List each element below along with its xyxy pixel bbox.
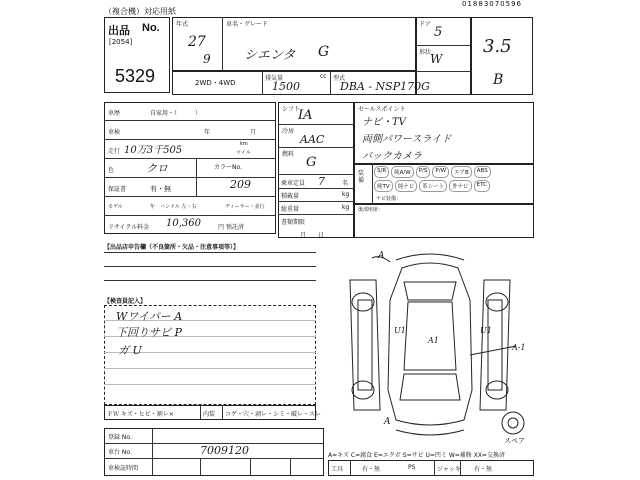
- inspector-line-2: 下回りサビ P: [116, 326, 182, 339]
- year-label: 年式: [176, 21, 189, 28]
- capacity-label: 乗車定員: [281, 180, 306, 187]
- diagram-mark-u1: U1: [394, 326, 406, 335]
- inspector-label: 【検査員記入】: [104, 298, 147, 305]
- lot-small-code: [2054]: [109, 38, 133, 46]
- diagram-mark-u1b: U1: [480, 326, 492, 335]
- doors-label: ドア: [419, 21, 431, 28]
- car-rear-window: [400, 374, 460, 400]
- grade-value: G: [318, 44, 330, 60]
- displacement-value: 1500: [272, 80, 300, 93]
- inspector-line-3: ガ U: [118, 344, 142, 357]
- color-no-value: 209: [230, 178, 251, 191]
- displacement-unit: cc: [320, 73, 327, 80]
- reg-day-label: 月 日: [300, 232, 325, 239]
- lot-number: 5329: [115, 66, 156, 86]
- car-windshield: [404, 282, 456, 300]
- weight-label: 総重量: [281, 206, 300, 213]
- recycle-label: リサイクル料金: [108, 224, 150, 231]
- model-label: 型式: [333, 75, 346, 82]
- equipment-item-row2-4: ETC: [474, 180, 490, 192]
- equipment-item-row2-2: 革シート: [419, 180, 447, 192]
- tool-ps: PS: [408, 464, 416, 471]
- header-top-digits: 01883070596: [462, 0, 522, 8]
- lot-number-box: [104, 17, 170, 93]
- cert-label: 車検証時間: [108, 465, 139, 472]
- model-hdr-label: モデル: [108, 204, 123, 210]
- year-value: 27: [188, 34, 206, 50]
- header-title-fragment: （複合機）対応用紙: [104, 7, 176, 16]
- fw-label-2: コゲ・穴・剥レ・シミ・破レ・スレ: [225, 411, 322, 418]
- wheel-front-right: [486, 293, 508, 311]
- shaken-month-char: 月: [250, 129, 257, 136]
- fuel-label: 燃料: [282, 151, 295, 158]
- diagram-mark-bottom: A: [384, 417, 391, 427]
- backseat-label: 後部座席：: [358, 207, 384, 213]
- dealer-label: ディーラー・並行: [225, 204, 265, 210]
- equipment-item-row2-3: 外ナビ: [449, 180, 472, 192]
- lot-label-prefix: 出品: [108, 25, 130, 37]
- color-value: クロ: [146, 162, 168, 175]
- recycle-value: 10,360: [166, 218, 201, 229]
- reg-no-label: 登録 No.: [108, 434, 132, 441]
- score-value: 3.5: [483, 36, 512, 57]
- km-unit: km: [240, 141, 248, 147]
- lot-label-no: No.: [142, 22, 160, 34]
- drive-label: 2WD・4WD: [195, 79, 236, 87]
- equipment-row-2: [374, 180, 534, 192]
- spare-tire-icon: [502, 412, 524, 434]
- shape-value: W: [430, 52, 443, 66]
- equipment-item-row2-0: 純TV: [374, 180, 393, 192]
- history-label: 車歴: [108, 110, 121, 117]
- equipment-item-row1-5: ABS: [474, 166, 491, 178]
- selling-points-label: セールスポイント: [358, 106, 406, 113]
- capacity-value: 7: [318, 175, 325, 188]
- condition-label: 【出品店申告欄（不良箇所・欠品・注意事項等）】: [104, 244, 240, 251]
- diagram-mark-top: A: [378, 251, 385, 261]
- equipment-item-row1-0: S/R: [374, 166, 389, 178]
- reg-deadline-label: 書類期限: [281, 219, 306, 226]
- load-kg: kg: [342, 191, 350, 198]
- tool-value: 有・無: [362, 466, 381, 473]
- spare-label: スペア: [504, 437, 525, 445]
- recycle-yen: 円 預託済: [218, 224, 244, 231]
- displacement-label: 排気量: [265, 75, 284, 82]
- diagram-mark-a1: A1: [428, 336, 439, 345]
- shape-label: 形状: [419, 49, 432, 56]
- tool-label: 工具: [331, 466, 344, 473]
- selling-line-2: 両側パワースライド: [362, 134, 452, 145]
- name-label: 車名・グレード: [226, 21, 269, 28]
- navi-label: ナビ装備：: [376, 196, 402, 202]
- chassis-label: 車台 No.: [108, 449, 132, 456]
- inspector-line-1: Wワイパー A: [116, 310, 183, 323]
- equipment-item-row1-1: 純A/W: [391, 166, 414, 178]
- weight-kg: kg: [342, 204, 350, 211]
- history-options: 自家用・（ ）: [150, 110, 202, 117]
- shift-label: シフト: [282, 106, 301, 113]
- selling-line-1: ナビ・TV: [362, 117, 406, 128]
- ac-value: AAC: [300, 133, 325, 146]
- diagram-mark-right: A-1: [512, 343, 526, 352]
- shaken-label: 車検: [108, 129, 121, 136]
- equipment-item-row1-4: エアB: [451, 166, 472, 178]
- equipment-label: 装備: [358, 170, 365, 184]
- fw-label: ＦＷ キズ・ヒビ・割レ×: [107, 411, 174, 418]
- color-label: 色: [108, 167, 115, 174]
- name-value: シエンタ: [244, 48, 296, 63]
- damage-legend: A=キズ C=腐食 E=エクボ S=サビ U=凹ミ W=補修 XX=交換済: [328, 452, 505, 459]
- warranty-label: 保証書: [108, 186, 127, 193]
- mileage-label: 走行: [108, 148, 121, 155]
- jack-label: ジャッキ: [437, 466, 461, 473]
- fuel-value: G: [306, 155, 317, 170]
- ac-label: 冷房: [282, 128, 295, 135]
- shaken-year-char: 年: [204, 129, 211, 136]
- equipment-item-row1-2: P/S: [416, 166, 431, 178]
- warranty-value: 有・無: [150, 185, 171, 193]
- jack-value: 有・無: [474, 466, 493, 473]
- equipment-row-1: [374, 166, 534, 178]
- handle-label: 年 ハンドル 左・右: [150, 204, 197, 210]
- tool-jack-row: [328, 460, 534, 476]
- chassis-value: 7009120: [200, 444, 249, 457]
- month-value: 9: [203, 52, 211, 66]
- interior-value: B: [493, 72, 504, 88]
- mile-unit: マイル: [236, 150, 251, 156]
- capacity-unit: 名: [342, 180, 349, 187]
- selling-line-3: バックカメラ: [362, 151, 422, 162]
- doors-value: 5: [434, 25, 443, 40]
- wheel-front-left: [352, 293, 374, 311]
- mileage-value: 10万3千505: [124, 145, 183, 156]
- shift-value: IA: [298, 108, 313, 123]
- equipment-item-row2-1: 純ナビ: [395, 180, 418, 192]
- load-label: 積載量: [281, 193, 300, 200]
- equipment-item-row1-3: P/W: [432, 166, 449, 178]
- model-value: DBA - NSP170G: [340, 80, 430, 93]
- fw-interior: 内装: [203, 411, 216, 418]
- color-no-label: カラーNo.: [214, 164, 242, 171]
